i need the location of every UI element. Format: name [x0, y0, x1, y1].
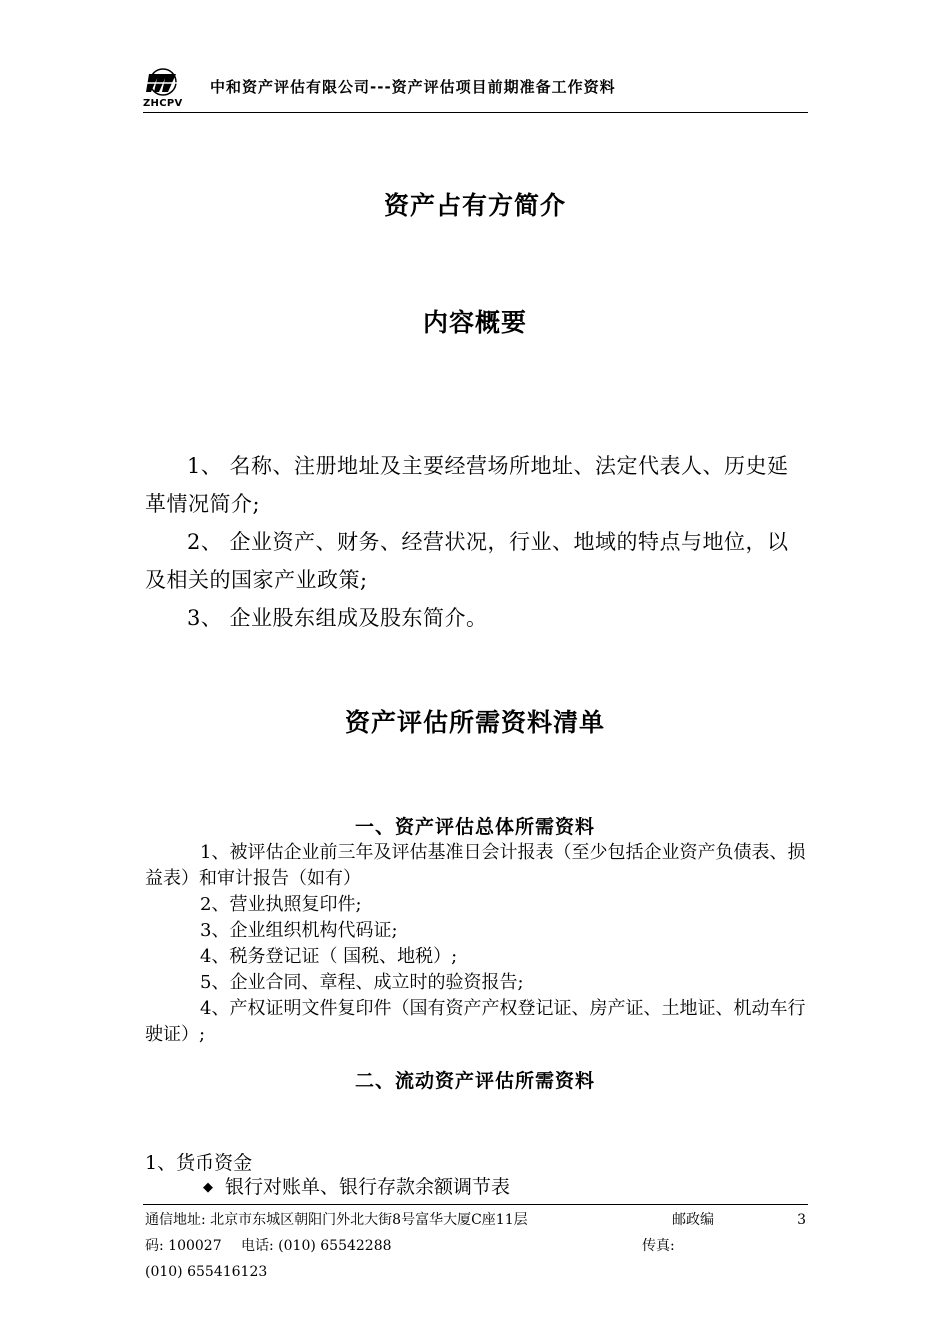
- summary-item-2: 2、 企业资产、财务、经营状况，行业、地域的特点与地位，以及相关的国家产业政策;: [145, 530, 789, 592]
- section1-heading: 一、资产评估总体所需资料: [354, 816, 595, 838]
- checklist-title: 资产评估所需资料清单: [344, 708, 605, 737]
- section2-item-1: 1、货币资金: [145, 1152, 253, 1174]
- page-footer: [145, 1207, 810, 1285]
- section1-item: 4、产权证明文件复印件（国有资产产权登记证、房产证、土地证、机动车行驶证）;: [145, 998, 806, 1045]
- section1-item: 3、企业组织机构代码证;: [200, 920, 398, 941]
- section1-item: 2、营业执照复印件;: [200, 894, 362, 915]
- summary-item-3: 3、 企业股东组成及股东简介。: [187, 606, 488, 630]
- page-header: [143, 62, 808, 114]
- footer-postcode: 码: 100027: [145, 1238, 222, 1254]
- footer-rule: [143, 1204, 808, 1205]
- logo-text: ZHCPV: [143, 98, 183, 109]
- summary-list: [145, 447, 810, 637]
- diamond-bullet-icon: ◆: [203, 1180, 213, 1195]
- footer-address: 通信地址: 北京市东城区朝阳门外北大街8号富华大厦C座11层: [145, 1212, 528, 1228]
- bullet-text: 银行对账单、银行存款余额调节表: [225, 1176, 511, 1198]
- section1-item: 4、税务登记证（ 国税、地税）;: [200, 946, 458, 967]
- footer-phone: 电话: (010) 65542288: [241, 1238, 392, 1254]
- header-rule: [143, 112, 808, 113]
- footer-postcode-label: 邮政编: [672, 1212, 714, 1228]
- footer-fax: (010) 655416123: [145, 1264, 268, 1280]
- summary-heading: 内容概要: [422, 308, 527, 337]
- section1-item: 5、企业合同、章程、成立时的验资报告;: [200, 972, 524, 993]
- section1-item: 1、被评估企业前三年及评估基准日会计报表（至少包括企业资产负债表、损益表）和审计报告（如有）: [145, 842, 806, 889]
- section1-list: [145, 840, 810, 1048]
- section2-bullet-1: [203, 1172, 510, 1199]
- summary-item-1: 1、 名称、注册地址及主要经营场所地址、法定代表人、历史延革情况简介;: [145, 454, 789, 516]
- page-number: 3: [797, 1212, 806, 1228]
- section2-heading: 二、流动资产评估所需资料: [354, 1070, 595, 1092]
- header-title: 中和资产评估有限公司---资产评估项目前期准备工作资料: [210, 78, 616, 96]
- doc-title: 资产占有方简介: [383, 191, 566, 220]
- footer-fax-label: 传真:: [642, 1238, 675, 1254]
